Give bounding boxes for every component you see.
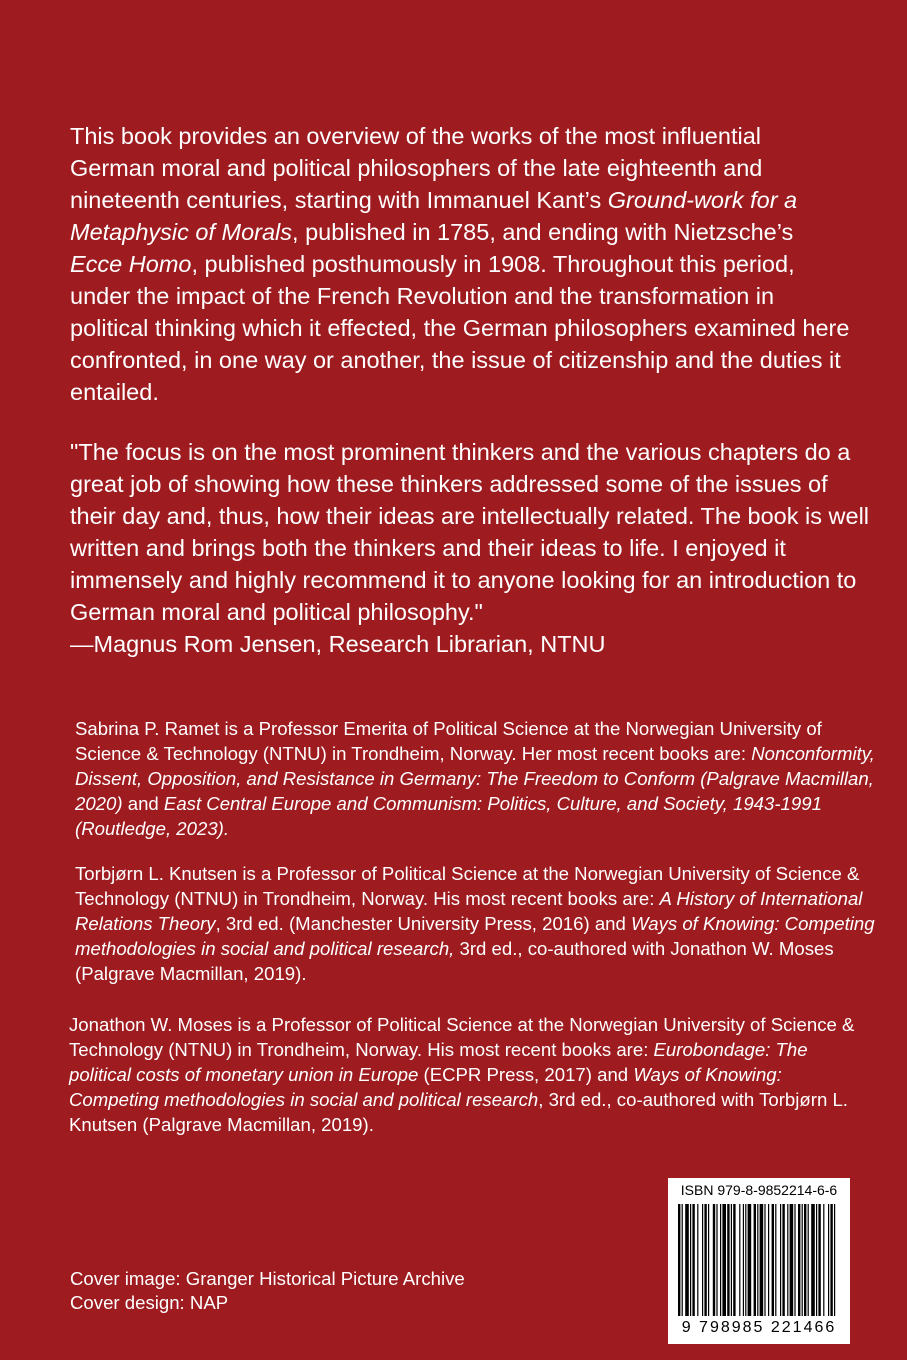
barcode-bar	[757, 1204, 758, 1316]
barcode-bar	[722, 1204, 726, 1316]
book-description	[70, 120, 850, 408]
barcode-bar	[678, 1204, 680, 1316]
barcode-digits: 9 798985 221466	[681, 1319, 837, 1336]
bio-ramet-book-1: Nonconformity, Dissent, Opposition, and Resistance in Germany: The Freedom to Conform (Palgrave Macmillan, 2020)	[75, 743, 875, 814]
barcode-bar	[775, 1204, 776, 1316]
barcode-bar	[702, 1204, 703, 1316]
isbn-label: ISBN 979-8-9852214-6-6	[680, 1182, 838, 1198]
barcode-bar	[802, 1204, 803, 1316]
barcode-bar	[828, 1204, 829, 1316]
barcode-bar	[804, 1204, 806, 1316]
barcode-bar	[790, 1204, 794, 1316]
bio-knutsen-book-2: Ways of Knowing: Competing methodologies in social and political research,	[75, 913, 875, 959]
barcode-bar	[823, 1204, 824, 1316]
barcode-bar	[782, 1204, 784, 1316]
barcode-bars	[676, 1204, 842, 1316]
quote-text: "The focus is on the most prominent thinkers and the various chapters do a great job of showing how these thinkers addressed some of the issues of their day and, thus, how their ideas are intellectually related. The book is well written and brings both the thinkers and their ideas to life. I enjoyed it immensely and highly recommend it to anyone looking for an introduction to German moral and political philosophy."	[70, 439, 870, 625]
barcode-bar	[739, 1204, 740, 1316]
bio-moses-intro: Jonathon W. Moses is a Professor of Political Science at the Norwegian University of Science & Technology (NTNU) in Trondheim, Norway. His most recent books are:	[69, 1014, 855, 1060]
barcode-bar	[708, 1204, 709, 1316]
barcode-bar	[818, 1204, 820, 1316]
bio-ramet-intro: Sabrina P. Ramet is a Professor Emerita of Political Science at the Norwegian University of Science & Technology (NTNU) in Trondheim, Norway. Her most recent books are:	[75, 718, 822, 764]
barcode-bar	[713, 1204, 715, 1316]
cover-image-credit: Cover image: Granger Historical Picture Archive	[70, 1268, 465, 1289]
barcode-bar	[794, 1204, 795, 1316]
isbn-barcode	[668, 1178, 850, 1344]
bio-moses-book-2: Ways of Knowing: Competing methodologies in social and political research	[69, 1064, 782, 1110]
barcode-bar	[764, 1204, 765, 1316]
description-part-2: , published in 1785, and ending with Nietzsche’s	[292, 219, 794, 245]
bio-knutsen-mid: , 3rd ed. (Manchester University Press, 2016) and	[215, 913, 632, 934]
barcode-bar	[690, 1204, 691, 1316]
barcode-bar	[811, 1204, 815, 1316]
bio-moses-book-1: Eurobondage: The political costs of monetary union in Europe	[69, 1039, 808, 1085]
review-quote	[70, 436, 870, 660]
author-bio-moses	[69, 1012, 869, 1137]
barcode-bar	[760, 1204, 764, 1316]
barcode-bar	[748, 1204, 752, 1316]
description-part-1: This book provides an overview of the works of the most influential German moral and political philosophers of the late eighteenth and nineteenth centuries, starting with Immanuel Kant’s	[70, 123, 763, 213]
barcode-bar	[830, 1204, 832, 1316]
barcode-bar	[798, 1204, 800, 1316]
barcode-bar	[692, 1204, 694, 1316]
description-title-1: Ground-work for a Metaphysic of Morals	[70, 187, 798, 245]
barcode-bar	[731, 1204, 732, 1316]
cover-design-credit: Cover design: NAP	[70, 1292, 229, 1313]
barcode-bar	[697, 1204, 698, 1316]
bio-ramet-book-2: East Central Europe and Communism: Politics, Culture, and Society, 1943-1991 (Routledge, 2023).	[75, 793, 822, 839]
barcode-bar	[834, 1204, 835, 1316]
barcode-bar	[787, 1204, 788, 1316]
barcode-bar	[685, 1204, 689, 1316]
bio-moses-end: , 3rd ed., co-authored with Torbjørn L. Knutsen (Palgrave Macmillan, 2019).	[69, 1089, 848, 1135]
description-part-3: , published posthumously in 1908. Throughout this period, under the impact of the French Revolution and the transformation in political thinking which it effected, the German philosophers examined here confronted, in one way or another, the issue of citizenship and the duties it entailed.	[70, 251, 850, 405]
barcode-bar	[720, 1204, 721, 1316]
barcode-bar	[716, 1204, 717, 1316]
author-bio-ramet	[75, 716, 875, 841]
barcode-bar	[733, 1204, 735, 1316]
bio-knutsen-end: 3rd ed., co-authored with Jonathon W. Moses (Palgrave Macmillan, 2019).	[75, 938, 834, 984]
bio-ramet-and: and	[122, 793, 164, 814]
bio-knutsen-intro: Torbjørn L. Knutsen is a Professor of Political Science at the Norwegian University of Science & Technology (NTNU) in Trondheim, Norway. His most recent books are:	[75, 863, 860, 909]
bio-moses-mid: (ECPR Press, 2017) and	[418, 1064, 634, 1085]
quote-attribution: —Magnus Rom Jensen, Research Librarian, NTNU	[70, 631, 606, 657]
barcode-bar	[772, 1204, 774, 1316]
barcode-bar	[754, 1204, 756, 1316]
barcode-bar	[727, 1204, 729, 1316]
barcode-bar	[808, 1204, 809, 1316]
barcode-bar	[768, 1204, 769, 1316]
barcode-bar	[743, 1204, 744, 1316]
description-title-2: Ecce Homo	[70, 251, 192, 277]
author-bio-knutsen	[75, 861, 875, 986]
barcode-bar	[816, 1204, 817, 1316]
barcode-bar	[682, 1204, 683, 1316]
barcode-bar	[704, 1204, 706, 1316]
cover-credits	[70, 1267, 465, 1315]
barcode-bar	[780, 1204, 781, 1316]
bio-knutsen-book-1: A History of International Relations Theory	[75, 888, 863, 934]
barcode-bar	[745, 1204, 746, 1316]
